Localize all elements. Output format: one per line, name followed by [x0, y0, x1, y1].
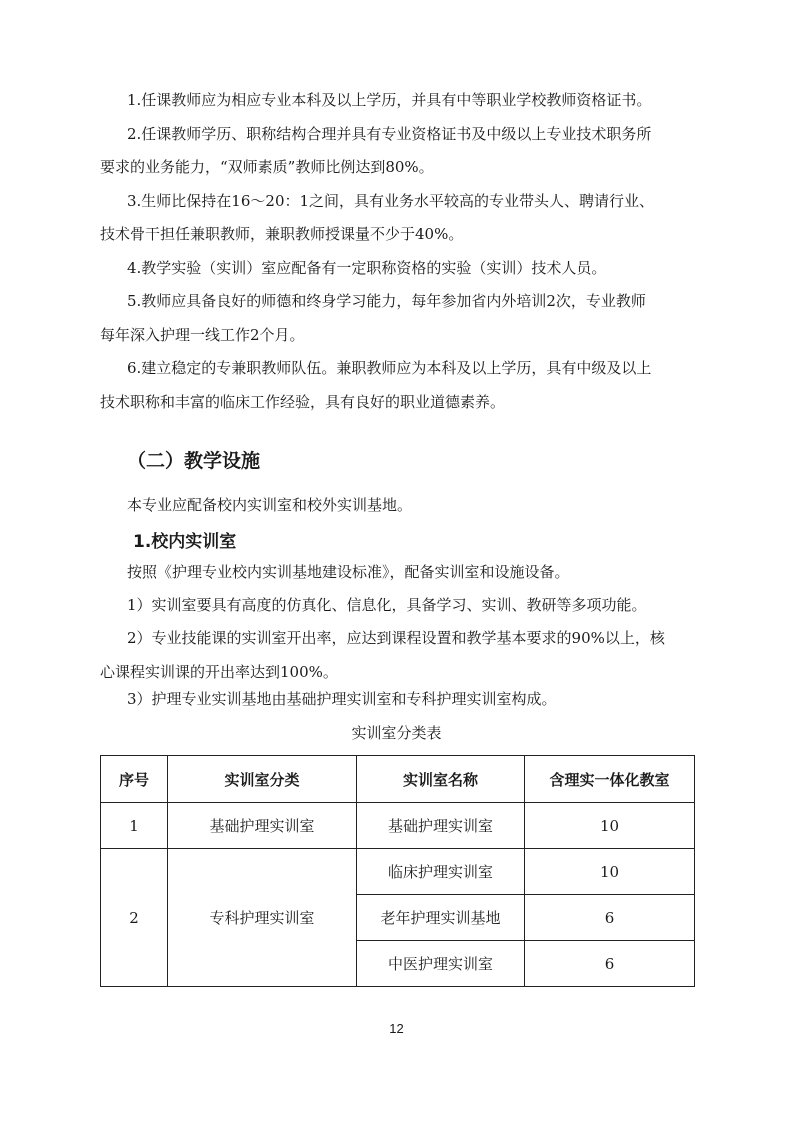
cell-count: 10 [525, 803, 695, 849]
paragraph-line: 每年深入护理一线工作2个月。 [100, 326, 305, 344]
header-category: 实训室分类 [168, 756, 357, 803]
paragraph-line: 1）实训室要具有高度的仿真化、信息化，具备学习、实训、教研等多项功能。 [127, 596, 647, 614]
cell-name: 老年护理实训基地 [357, 895, 525, 941]
table-row [101, 849, 695, 895]
cell-no: 2 [101, 849, 168, 987]
page-number: 12 [389, 1021, 404, 1036]
paragraph-line: 技术职称和丰富的临床工作经验，具有良好的职业道德素养。 [100, 393, 506, 411]
cell-name: 基础护理实训室 [357, 803, 525, 849]
paragraph-line: 2.任课教师学历、职称结构合理并具有专业资格证书及中级以上专业技术职务所 [127, 125, 652, 143]
header-name: 实训室名称 [357, 756, 525, 803]
header-count: 含理实一体化教室 [525, 756, 695, 803]
paragraph-line: 心课程实训课的开出率达到100%。 [100, 663, 338, 681]
paragraph-line: 要求的业务能力，“双师素质”教师比例达到80%。 [100, 158, 434, 176]
cell-name: 中医护理实训室 [357, 941, 525, 987]
header-no: 序号 [101, 756, 168, 803]
table-row [101, 803, 695, 849]
paragraph-line: 1.任课教师应为相应专业本科及以上学历，并具有中等职业学校教师资格证书。 [127, 91, 652, 109]
lab-classification-table [100, 755, 695, 987]
table-caption: 实训室分类表 [351, 724, 442, 742]
cell-count: 10 [525, 849, 695, 895]
cell-category: 专科护理实训室 [168, 849, 357, 987]
cell-category: 基础护理实训室 [168, 803, 357, 849]
cell-no: 1 [101, 803, 168, 849]
cell-name: 临床护理实训室 [357, 849, 525, 895]
paragraph-line: 技术骨干担任兼职教师，兼职教师授课量不少于40%。 [100, 225, 464, 243]
cell-count: 6 [525, 941, 695, 987]
section-heading: （二）教学设施 [127, 450, 261, 472]
cell-count: 6 [525, 895, 695, 941]
paragraph-line: 按照《护理专业校内实训基地建设标准》，配备实训室和设施设备。 [127, 563, 570, 581]
paragraph-line: 6.建立稳定的专兼职教师队伍。兼职教师应为本科及以上学历，具有中级及以上 [127, 359, 652, 377]
section-intro: 本专业应配备校内实训室和校外实训基地。 [127, 496, 413, 514]
table-header-row [101, 756, 695, 803]
paragraph-line: 2）专业技能课的实训室开出率，应达到课程设置和教学基本要求的90%以上，核 [127, 629, 665, 647]
paragraph-line: 4.教学实验（实训）室应配备有一定职称资格的实验（实训）技术人员。 [127, 259, 607, 277]
paragraph-line: 3.生师比保持在16～20：1之间，具有业务水平较高的专业带头人、聘请行业、 [127, 192, 655, 210]
subsection-heading: 1.校内实训室 [133, 532, 237, 552]
paragraph-line: 5.教师应具备良好的师德和终身学习能力，每年参加省内外培训2次，专业教师 [127, 292, 646, 310]
paragraph-line: 3）护理专业实训基地由基础护理实训室和专科护理实训室构成。 [127, 690, 557, 708]
